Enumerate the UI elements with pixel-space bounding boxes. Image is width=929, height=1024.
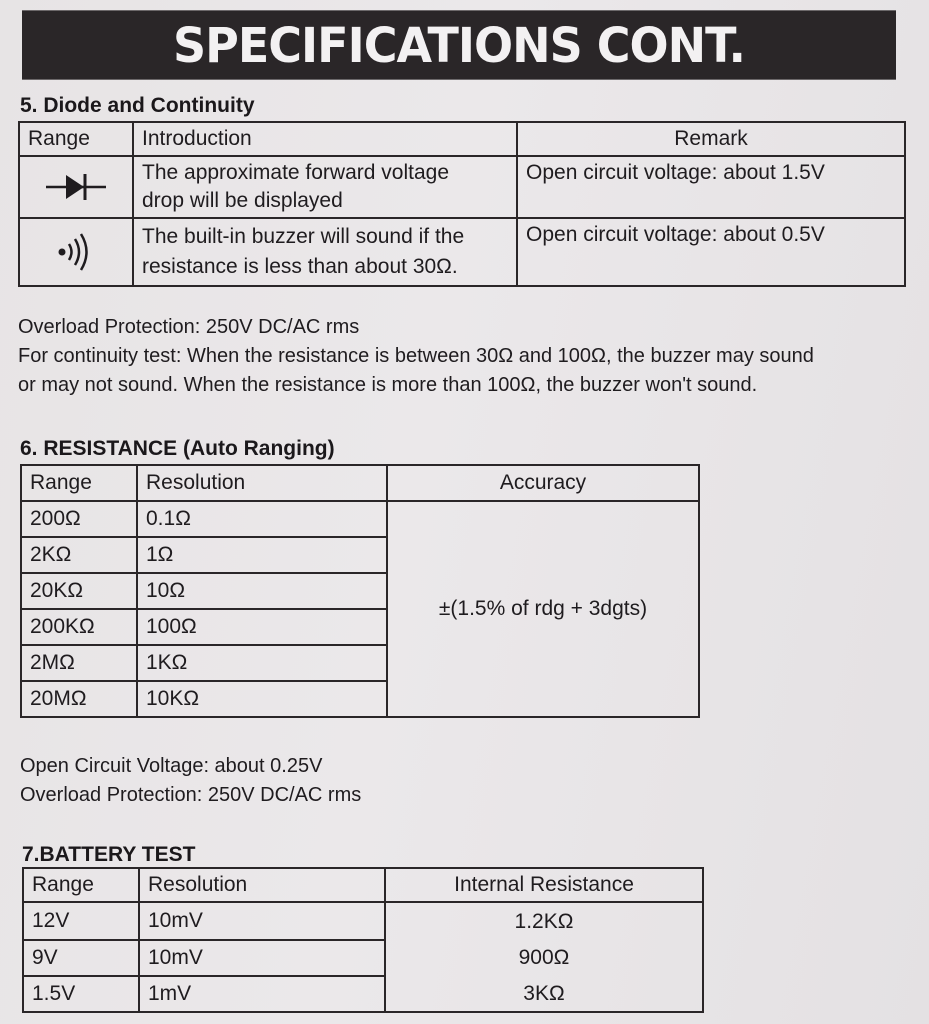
range-cell [19,218,133,286]
table-header-row [21,465,699,501]
accuracy-cell: ±(1.5% of rdg + 3dgts) [387,501,699,717]
range-cell: 200Ω [21,501,137,537]
intro-cell [133,156,517,218]
table-row [21,501,699,537]
section-resistance-title: 6. RESISTANCE (Auto Ranging) [20,437,335,460]
range-cell: 20KΩ [21,573,137,609]
header-range: Range [21,465,137,501]
range-cell: 1.5V [23,976,139,1012]
table-header-row [23,868,703,902]
table-row [19,218,905,286]
intro-line: resistance is less than about 30Ω. [142,255,458,278]
range-cell: 9V [23,940,139,976]
range-cell: 2KΩ [21,537,137,573]
intro-line: The built-in buzzer will sound if the [142,225,465,248]
resistance-table [20,464,700,718]
table-row [23,976,703,1012]
internal-resistance-cell: 3KΩ [385,976,703,1012]
header-accuracy: Accuracy [387,465,699,501]
section-battery-title: 7.BATTERY TEST [22,843,196,866]
header-introduction: Introduction [133,122,517,156]
header-resolution: Resolution [137,465,387,501]
range-cell: 20MΩ [21,681,137,717]
intro-line: The approximate forward voltage [142,161,449,184]
range-cell [19,156,133,218]
range-cell: 200KΩ [21,609,137,645]
banner-title: SPECIFICATIONS CONT. [173,16,745,74]
range-cell: 2MΩ [21,645,137,681]
table-row [23,940,703,976]
header-resolution: Resolution [139,868,385,902]
diode-table [18,121,906,287]
header-internal-resistance: Internal Resistance [385,868,703,902]
internal-resistance-cell: 1.2KΩ [385,902,703,940]
table-row [23,902,703,940]
note-line: or may not sound. When the resistance is more than 100Ω, the buzzer won't sound. [18,374,758,396]
header-remark: Remark [517,122,905,156]
table-header-row [19,122,905,156]
range-cell: 12V [23,902,139,940]
resolution-cell: 1mV [139,976,385,1012]
remark-cell: Open circuit voltage: about 0.5V [517,218,905,286]
buzzer-icon [54,230,98,274]
resolution-cell: 0.1Ω [137,501,387,537]
resolution-cell: 1KΩ [137,645,387,681]
diode-notes [18,313,923,400]
note-line: Overload Protection: 250V DC/AC rms [18,316,360,338]
remark-cell: Open circuit voltage: about 1.5V [517,156,905,218]
resolution-cell: 10Ω [137,573,387,609]
section-diode-title: 5. Diode and Continuity [20,94,255,117]
resolution-cell: 100Ω [137,609,387,645]
diode-icon [44,170,108,204]
intro-cell [133,218,517,286]
page-banner [22,10,896,79]
resistance-notes [20,752,720,810]
note-line: Open Circuit Voltage: about 0.25V [20,755,323,777]
resolution-cell: 10mV [139,902,385,940]
battery-table [22,867,704,1013]
note-line: Overload Protection: 250V DC/AC rms [20,784,362,806]
note-line: For continuity test: When the resistance is between 30Ω and 100Ω, the buzzer may sound [18,345,814,367]
resolution-cell: 10KΩ [137,681,387,717]
resolution-cell: 1Ω [137,537,387,573]
resolution-cell: 10mV [139,940,385,976]
internal-resistance-cell: 900Ω [385,940,703,976]
intro-line: drop will be displayed [142,189,343,212]
header-range: Range [19,122,133,156]
table-row [19,156,905,218]
header-range: Range [23,868,139,902]
